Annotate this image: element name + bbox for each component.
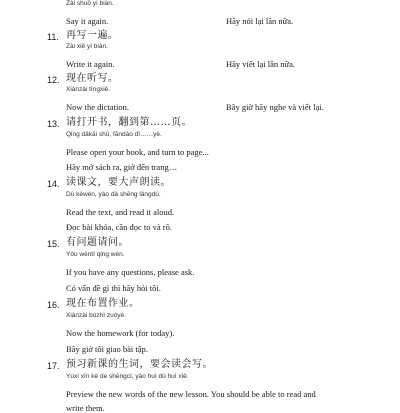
pinyin-line: Yùxí xīn kè de shēngcí, yào huì dú huì xiě.	[66, 373, 189, 380]
chinese-line: 读课文，要大声朗读。	[66, 177, 171, 188]
vietnamese-line: Bây giờ tôi giao bài tập.	[66, 344, 148, 354]
pinyin-line: Qǐng dǎkāi shū, fāndào dì……yè.	[66, 131, 162, 138]
item-number: 17.	[47, 361, 60, 371]
english-line: If you have any questions, please ask.	[66, 267, 195, 277]
pinyin-line: Xiànzài tīngxiě.	[66, 86, 111, 93]
english-line: Say it again.	[66, 16, 109, 26]
item-number: 11.	[47, 32, 59, 42]
english-line: Now the homework (for today).	[66, 328, 175, 338]
english-line: Write it again.	[66, 59, 115, 69]
chinese-line: 再写一遍。	[66, 30, 119, 41]
vietnamese-line: Đọc bài khóa, cần đọc to và rõ.	[66, 222, 172, 232]
item-number: 15.	[47, 239, 60, 249]
vietnamese-line: Hãy nói lại lần nữa.	[226, 16, 294, 26]
item-number: 12.	[47, 75, 60, 85]
item-number: 14.	[47, 179, 60, 189]
vietnamese-line: Hãy mở sách ra, giở đến trang…	[66, 162, 178, 172]
item-number: 13.	[47, 119, 60, 129]
english-line: Preview the new words of the new lesson. You should be able to read and	[66, 389, 316, 399]
pinyin-line: Yǒu wèntí qǐng wèn.	[66, 251, 125, 258]
vietnamese-line: Có vấn đề gì thì hãy hỏi tôi.	[66, 283, 161, 293]
pinyin-line: Xiànzài bùzhì zuòyè.	[66, 312, 126, 319]
chinese-line: 有问题请问。	[66, 237, 129, 248]
chinese-line: 请打开书，翻到第……页。	[66, 117, 192, 128]
chinese-line: 现在布置作业。	[66, 298, 140, 309]
english-line-continued: write them.	[66, 403, 105, 413]
chinese-line: 预习新课的生词，要会读会写。	[66, 359, 213, 370]
pinyin-line: Zài shuō yí biàn.	[66, 0, 114, 7]
vietnamese-line: Bây giờ hãy nghe và viết lại.	[226, 102, 324, 112]
item-number: 16.	[47, 300, 60, 310]
english-line: Read the text, and read it aloud.	[66, 207, 175, 217]
english-line: Now the dictation.	[66, 102, 130, 112]
english-line: Please open your book, and turn to page...	[66, 147, 209, 157]
pinyin-line: Dú kèwén, yào dà shēng lǎngdú.	[66, 191, 161, 198]
chinese-line: 现在听写。	[66, 73, 119, 84]
vietnamese-line: Hãy viết lại lần nữa.	[226, 59, 296, 69]
pinyin-line: Zài xiě yí biàn.	[66, 43, 108, 50]
